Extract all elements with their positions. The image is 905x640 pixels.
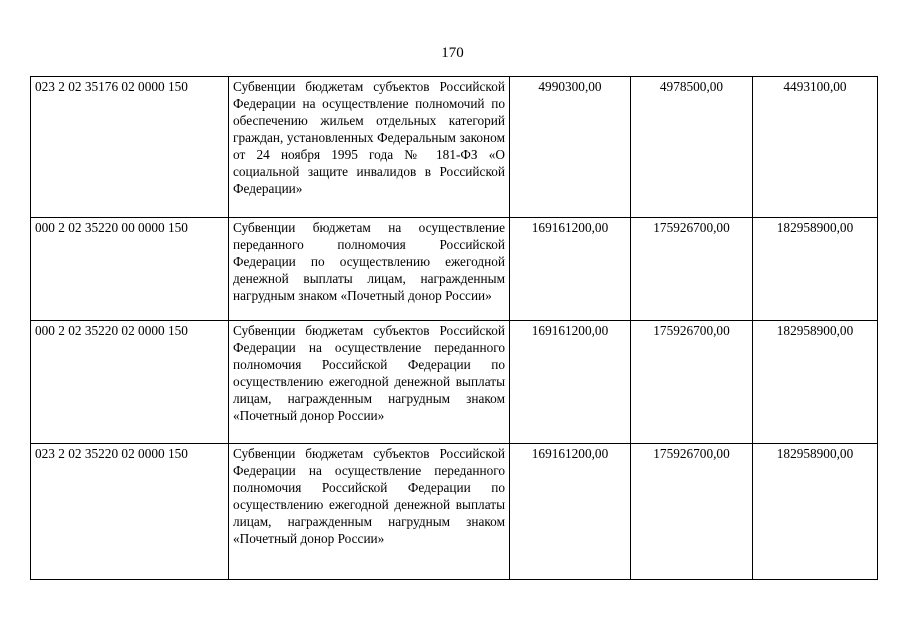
description-cell: Субвенции бюджетам на осуществление переданного полномочия Российской Федерации по осуществлению ежегодной денежной выплаты лицам, награжденным нагрудным знаком «Почетный донор России» bbox=[229, 218, 510, 321]
value-cell: 4978500,00 bbox=[631, 77, 753, 218]
budget-code-cell: 023 2 02 35176 02 0000 150 bbox=[31, 77, 229, 218]
value-cell: 175926700,00 bbox=[631, 321, 753, 444]
description-cell: Субвенции бюджетам субъектов Российской Федерации на осуществление переданного полномочия Российской Федерации по осуществлению ежегодной денежной выплаты лицам, награжденным нагрудным знаком «Почетный донор России» bbox=[229, 444, 510, 580]
budget-code-cell: 000 2 02 35220 00 0000 150 bbox=[31, 218, 229, 321]
table-row bbox=[31, 321, 878, 444]
budget-code-cell: 023 2 02 35220 02 0000 150 bbox=[31, 444, 229, 580]
value-cell: 175926700,00 bbox=[631, 218, 753, 321]
table-row bbox=[31, 77, 878, 218]
value-cell: 4990300,00 bbox=[510, 77, 631, 218]
value-cell: 4493100,00 bbox=[753, 77, 878, 218]
page-number: 170 bbox=[441, 45, 464, 61]
value-cell: 182958900,00 bbox=[753, 321, 878, 444]
table-row bbox=[31, 444, 878, 580]
value-cell: 169161200,00 bbox=[510, 321, 631, 444]
description-cell: Субвенции бюджетам субъектов Российской Федерации на осуществление полномочий по обеспечению жильем отдельных категорий граждан, установленных Федеральным законом от 24 ноября 1995 года № 181-ФЗ «О социальной защите инвалидов в Российской Федерации» bbox=[229, 77, 510, 218]
value-cell: 175926700,00 bbox=[631, 444, 753, 580]
value-cell: 169161200,00 bbox=[510, 218, 631, 321]
value-cell: 169161200,00 bbox=[510, 444, 631, 580]
budget-table bbox=[30, 76, 878, 580]
description-cell: Субвенции бюджетам субъектов Российской Федерации на осуществление переданного полномочия Российской Федерации по осуществлению ежегодной денежной выплаты лицам, награжденным нагрудным знаком «Почетный донор России» bbox=[229, 321, 510, 444]
table-row bbox=[31, 218, 878, 321]
budget-code-cell: 000 2 02 35220 02 0000 150 bbox=[31, 321, 229, 444]
value-cell: 182958900,00 bbox=[753, 218, 878, 321]
value-cell: 182958900,00 bbox=[753, 444, 878, 580]
